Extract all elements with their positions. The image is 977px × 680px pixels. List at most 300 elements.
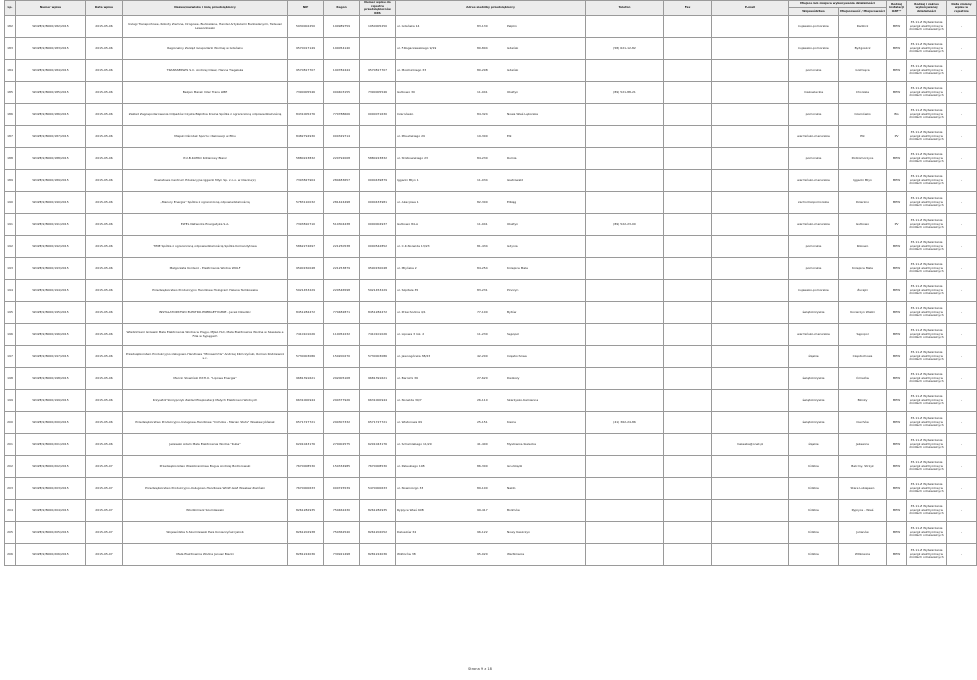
cell-numer-wpisu: WOZE/2/8000/186/2015 (16, 104, 86, 126)
cell-fax (664, 478, 712, 500)
cell-data-zmiany: - (947, 500, 977, 522)
cell-nazwa: Miejski Ośrodek Sportu i Rekreacji w Ełku (123, 126, 288, 148)
cell-lp: 185 (5, 82, 16, 104)
cell-regon: 750462430 (324, 500, 360, 522)
cell-telefon (586, 280, 664, 302)
cell-lp: 194 (5, 280, 16, 302)
cell-rodzaj-instalacji: MEW (887, 346, 907, 368)
cell-regon: 190989759 (324, 16, 360, 38)
cell-nazwa: Krzysztof Skrzypczyk Zakład Eksploatacji Małych Elektrowni Wodnych (123, 390, 288, 412)
cell-rodzaj-instalacji: MEW (887, 258, 907, 280)
cell-rodzaj-instalacji: MEW (887, 412, 907, 434)
header-rodzaj-instalacji: Rodzaj instalacji OZE** (887, 1, 907, 16)
cell-adres (396, 60, 586, 82)
cell-lp: 204 (5, 500, 16, 522)
cell-telefon (586, 126, 664, 148)
table-row (5, 82, 977, 104)
cell-krs: 8451284472 (360, 302, 396, 324)
cell-lp: 199 (5, 390, 16, 412)
cell-rodzaj-dzialalnosci: 35.11.Z Wytwarzanie energii elektrycznej w źródłach odnawialnych (907, 82, 947, 104)
cell-wojewodztwo: łódzkie (789, 522, 839, 544)
cell-wojewodztwo: pomorskie (789, 258, 839, 280)
cell-regon: 000403155 (324, 82, 360, 104)
cell-email (712, 38, 789, 60)
cell-fax (664, 500, 712, 522)
address-street: ul. Młyńska 2 (397, 265, 417, 270)
address-city: Sępopol (507, 331, 520, 336)
cell-telefon (586, 544, 664, 566)
cell-data-zmiany: - (947, 104, 977, 126)
cell-adres (396, 346, 586, 368)
cell-data-wpisu: 2015-05-06 (86, 434, 123, 456)
address-postcode: 80-298 (477, 67, 488, 72)
cell-numer-wpisu: WOZE/2/8000/191/2015 (16, 214, 86, 236)
cell-numer-wpisu: WOZE/2/8000/182/2015 (16, 16, 86, 38)
cell-lp: 184 (5, 60, 16, 82)
cell-regon: 730921498 (324, 544, 360, 566)
cell-email (712, 456, 789, 478)
cell-regon: 190782444 (324, 60, 360, 82)
cell-numer-wpisu: WOZE/2/8000/184/2015 (16, 60, 86, 82)
header-krs: Numer wpisu do rejestru przedsiębiorców KRS (360, 1, 396, 16)
cell-adres (396, 412, 586, 434)
cell-email (712, 544, 789, 566)
cell-data-wpisu: 2015-05-06 (86, 38, 123, 60)
address-street: Gutkowo 84-A (397, 221, 418, 226)
cell-data-wpisu: 2015-05-06 (86, 346, 123, 368)
cell-krs: 5730003086 (360, 346, 396, 368)
table-row (5, 148, 977, 170)
address-city: Olsztyn (507, 221, 519, 226)
cell-telefon: (41) 362-24-86 (586, 412, 664, 434)
table-row (5, 236, 977, 258)
cell-rodzaj-instalacji: MEW (887, 522, 907, 544)
cell-krs: 7390005546 (360, 82, 396, 104)
cell-data-zmiany: - (947, 368, 977, 390)
cell-adres (396, 390, 586, 412)
cell-rodzaj-instalacji: MEW (887, 500, 907, 522)
cell-data-wpisu: 2015-05-06 (86, 390, 123, 412)
cell-miejscowosc: Bydgoszcz (839, 38, 887, 60)
cell-adres (396, 544, 586, 566)
cell-telefon (586, 456, 664, 478)
header-wojewodztwo: Województwo (789, 8, 839, 16)
cell-miejscowosc: Ełk (839, 126, 887, 148)
cell-nazwa: TRANSSERWIS S.C. Andrzej Olesz, Hanna Tiegelska (123, 60, 288, 82)
cell-wojewodztwo: pomorskie (789, 104, 839, 126)
cell-nip: 9590150048 (288, 258, 324, 280)
cell-krs: 5470000633 (360, 478, 396, 500)
cell-nazwa: Małgorzata Kordecz - Elektrownia Wodna WOLF (123, 258, 288, 280)
cell-telefon (586, 478, 664, 500)
cell-adres (396, 258, 586, 280)
cell-numer-wpisu: WOZE/2/8000/188/2015 (16, 148, 86, 170)
cell-nazwa: „Mazury Energia” Spółka z ograniczoną odpowiedzialnością (123, 192, 288, 214)
cell-miejscowosc: Iggacki Młyn (839, 170, 887, 192)
cell-lp: 192 (5, 236, 16, 258)
header-data-wpisu: Data wpisu (86, 1, 123, 16)
cell-krs (360, 38, 396, 60)
table-row (5, 16, 977, 38)
cell-adres (396, 82, 586, 104)
address-postcode: 84-230 (477, 155, 488, 160)
table-body (5, 16, 977, 566)
cell-telefon (586, 170, 664, 192)
cell-telefon (586, 104, 664, 126)
address-postcode: 11-041 (477, 221, 488, 226)
cell-wojewodztwo: kujawsko-pomorskie (789, 16, 839, 38)
cell-fax (664, 82, 712, 104)
cell-adres (396, 104, 586, 126)
cell-regon: 281424498 (324, 192, 360, 214)
cell-numer-wpisu: WOZE/2/8000/187/2015 (16, 126, 86, 148)
cell-data-wpisu: 2015-05-06 (86, 82, 123, 104)
cell-nip: 8431005276 (288, 104, 324, 126)
cell-adres (396, 170, 586, 192)
cell-wojewodztwo: kujawsko-pomorskie (789, 38, 839, 60)
cell-email (712, 302, 789, 324)
cell-rodzaj-instalacji: MEW (887, 60, 907, 82)
cell-rodzaj-dzialalnosci: 35.11.Z Wytwarzanie energii elektrycznej w źródłach odnawialnych (907, 302, 947, 324)
address-street: ul. F.Rogaczewskiego 9/19 (397, 45, 437, 50)
cell-data-wpisu: 2015-05-06 (86, 148, 123, 170)
cell-lp: 189 (5, 170, 16, 192)
table-row (5, 324, 977, 346)
cell-lp: 191 (5, 214, 16, 236)
cell-nazwa: Bezjan Marek Inter Trans LIBE (123, 82, 288, 104)
cell-rodzaj-dzialalnosci: 35.11.Z Wytwarzanie energii elektrycznej w źródłach odnawialnych (907, 148, 947, 170)
cell-miejscowosc: Bzinky (839, 390, 887, 412)
cell-nip: 9570817707 (288, 60, 324, 82)
cell-adres (396, 456, 586, 478)
cell-data-wpisu: 2015-05-07 (86, 522, 123, 544)
address-street: ul. Pałaukiego 108 (397, 463, 425, 468)
cell-miejscowosc: Dzierzno (839, 192, 887, 214)
header-miejsce-group: Miejsce lub miejsca wykonywania działalności (789, 1, 887, 8)
cell-fax (664, 148, 712, 170)
cell-telefon (586, 258, 664, 280)
cell-rodzaj-instalacji: MEW (887, 434, 907, 456)
address-street: ul. Piłsudskiego 29 (397, 133, 425, 138)
table-row (5, 522, 977, 544)
table-row (5, 126, 977, 148)
cell-lp: 190 (5, 192, 16, 214)
cell-rodzaj-dzialalnosci: 35.11.Z Wytwarzanie energii elektrycznej w źródłach odnawialnych (907, 126, 947, 148)
cell-numer-wpisu: WOZE/2/8000/190/2015 (16, 192, 86, 214)
cell-wojewodztwo: łódzkie (789, 478, 839, 500)
header-rodzaj-dzialalnosci: Rodzaj i zakres wykonywanej działalności (907, 1, 947, 16)
cell-numer-wpisu: WOZE/2/8000/201/2015 (16, 434, 86, 456)
cell-email (712, 368, 789, 390)
cell-wojewodztwo: łódzkie (789, 456, 839, 478)
address-city: Gdynia (507, 243, 518, 248)
table-row (5, 38, 977, 60)
cell-lp: 202 (5, 456, 16, 478)
address-postcode: 11-034 (477, 177, 488, 182)
cell-rodzaj-dzialalnosci: 35.11.Z Wytwarzanie energii elektrycznej w źródłach odnawialnych (907, 368, 947, 390)
cell-krs: 6631000944 (360, 390, 396, 412)
cell-nip: 8482794930 (288, 126, 324, 148)
cell-data-zmiany: - (947, 82, 977, 104)
cell-krs: 7670008530 (360, 456, 396, 478)
cell-lp: 200 (5, 412, 16, 434)
table-row (5, 434, 977, 456)
cell-nip: 6291043176 (288, 434, 324, 456)
cell-telefon (586, 390, 664, 412)
cell-fax (664, 214, 712, 236)
cell-krs: 6571727721 (360, 412, 396, 434)
header-regon: Regon (324, 1, 360, 16)
cell-rodzaj-instalacji: MEW (887, 236, 907, 258)
cell-data-zmiany: - (947, 346, 977, 368)
address-postcode: 84-324 (477, 111, 488, 116)
cell-fax (664, 522, 712, 544)
table-row (5, 390, 977, 412)
cell-krs: 6291043176 (360, 434, 396, 456)
cell-wojewodztwo: śląskie (789, 346, 839, 368)
cell-data-wpisu: 2015-05-06 (86, 302, 123, 324)
address-city: Nowy Kaszczyn (507, 529, 531, 534)
table-row (5, 280, 977, 302)
cell-data-zmiany: - (947, 522, 977, 544)
cell-adres (396, 434, 586, 456)
cell-rodzaj-instalacji: BG (887, 104, 907, 126)
cell-rodzaj-instalacji: MEW (887, 544, 907, 566)
cell-miejscowosc: Czarnówko (839, 104, 887, 126)
address-street: ul. Norwida 30/7 (397, 397, 422, 402)
cell-rodzaj-instalacji: MEW (887, 324, 907, 346)
address-city: Pinczyn (507, 287, 519, 292)
cell-adres (396, 192, 586, 214)
cell-nazwa: Przedsiębiorstwo Produkcyjno-Usługowe-Handlowe "Cichoba - Marian Stuts" Wiesław Jóźwiak (123, 412, 288, 434)
cell-numer-wpisu: WOZE/2/8000/195/2015 (16, 302, 86, 324)
cell-wojewodztwo: świętokrzyskie (789, 368, 839, 390)
cell-telefon (586, 236, 664, 258)
cell-rodzaj-dzialalnosci: 35.11.Z Wytwarzanie energii elektrycznej w źródłach odnawialnych (907, 324, 947, 346)
cell-fax (664, 60, 712, 82)
address-street: ul. Jawnogórska 38/23 (397, 353, 431, 358)
page-number: Strona 9 z 18 (468, 667, 492, 671)
cell-wojewodztwo: świętokrzyskie (789, 412, 839, 434)
cell-data-wpisu: 2015-05-06 (86, 280, 123, 302)
cell-telefon: (89) 522-23-00 (586, 214, 664, 236)
cell-numer-wpisu: WOZE/2/8000/197/2015 (16, 346, 86, 368)
address-postcode: 80-804 (477, 45, 488, 50)
cell-numer-wpisu: WOZE/2/8000/193/2015 (16, 258, 86, 280)
table-row (5, 368, 977, 390)
cell-data-wpisu: 2015-05-06 (86, 170, 123, 192)
address-postcode: 95-020 (477, 551, 488, 556)
address-street: ul. Mostnickiego 33 (397, 67, 427, 72)
cell-nazwa: P.U.B.KATRO Kotlarowy Blanz (123, 148, 288, 170)
cell-telefon (586, 148, 664, 170)
cell-numer-wpisu: WOZE/2/8000/203/2015 (16, 478, 86, 500)
cell-fax (664, 38, 712, 60)
cell-wojewodztwo: mazowieckie (789, 82, 839, 104)
cell-wojewodztwo: warmińsko-mazurskie (789, 170, 839, 192)
cell-krs: 8281224036 (360, 544, 396, 566)
address-postcode: 83-231 (477, 287, 488, 292)
address-city: Grudziądz (507, 463, 523, 468)
cell-email (712, 104, 789, 126)
cell-numer-wpisu: WOZE/2/8000/200/2015 (16, 412, 86, 434)
cell-rodzaj-dzialalnosci: 35.11.Z Wytwarzanie energii elektrycznej w źródłach odnawialnych (907, 214, 947, 236)
cell-nazwa: Wojewódzka S.Szumilewski Ewa Konieczyński Jakob (123, 522, 288, 544)
cell-rodzaj-instalacji: MEW (887, 82, 907, 104)
cell-rodzaj-dzialalnosci: 35.11.Z Wytwarzanie energii elektrycznej w źródłach odnawialnych (907, 500, 947, 522)
register-table (4, 0, 977, 566)
address-postcode: 11-230 (477, 331, 488, 336)
table-row (5, 544, 977, 566)
address-city: Ełk (507, 133, 512, 138)
cell-nazwa: TIME Spółka z ograniczoną odpowiedzialnością Spółka Komandytowa (123, 236, 288, 258)
address-city: Elbląg (507, 199, 517, 204)
cell-data-wpisu: 2015-05-06 (86, 236, 123, 258)
address-city: Wartkowice (507, 551, 525, 556)
cell-rodzaj-dzialalnosci: 35.11.Z Wytwarzanie energii elektrycznej w źródłach odnawialnych (907, 280, 947, 302)
cell-wojewodztwo: śląskie (789, 434, 839, 456)
header-data-zmiany: Data zmiany wpisu w rejestrze (947, 1, 977, 16)
address-street: Czarnówko (397, 111, 414, 116)
cell-lp: 182 (5, 16, 16, 38)
cell-miejscowosc: Julianów (839, 522, 887, 544)
address-street: Wiktorów 38 (397, 551, 416, 556)
cell-fax (664, 434, 712, 456)
cell-wojewodztwo: warmińsko-mazurskie (789, 214, 839, 236)
cell-email (712, 522, 789, 544)
cell-krs: 1950005250 (360, 16, 396, 38)
address-city: Nakło (507, 485, 516, 490)
header-telefon: Telefon (586, 1, 664, 16)
cell-data-zmiany: - (947, 258, 977, 280)
cell-data-wpisu: 2015-05-06 (86, 16, 123, 38)
cell-lp: 186 (5, 104, 16, 126)
cell-numer-wpisu: WOZE/2/8000/196/2015 (16, 324, 86, 346)
cell-adres (396, 148, 586, 170)
cell-nazwa: Zakład Zagospodarowania Odpadów Czysta Błękitna Kraina Spółka z ograniczoną odpowiedzialnością (123, 104, 288, 126)
address-street: Gutkowo 30 (397, 89, 415, 94)
address-city: Gdańsk (507, 45, 519, 50)
cell-regon: 270002575 (324, 434, 360, 456)
address-city: Gdańsk (507, 67, 519, 72)
cell-rodzaj-dzialalnosci: 35.11.Z Wytwarzanie energii elektrycznej w źródłach odnawialnych (907, 104, 947, 126)
cell-data-zmiany: - (947, 478, 977, 500)
table-row (5, 214, 977, 236)
cell-lp: 193 (5, 258, 16, 280)
address-street: Dałuszów 34 (397, 529, 417, 534)
cell-adres (396, 16, 586, 38)
table-row (5, 500, 977, 522)
cell-krs: 9681391621 (360, 368, 396, 390)
cell-rodzaj-dzialalnosci: 35.11.Z Wytwarzanie energii elektrycznej w źródłach odnawialnych (907, 192, 947, 214)
cell-rodzaj-instalacji: PV (887, 126, 907, 148)
cell-email (712, 346, 789, 368)
cell-email (712, 236, 789, 258)
table-header (5, 1, 977, 16)
cell-telefon (586, 302, 664, 324)
cell-nazwa: Regionalny Zarząd Gospodarki Wodnej w Gdańsku (123, 38, 288, 60)
cell-regon: 290307332 (324, 412, 360, 434)
cell-numer-wpisu: WOZE/2/8000/192/2015 (16, 236, 86, 258)
header-email: E-mail (712, 1, 789, 16)
cell-nip: 5783110032 (288, 192, 324, 214)
cell-adres (396, 522, 586, 544)
cell-lp: 188 (5, 148, 16, 170)
cell-rodzaj-dzialalnosci: 35.11.Z Wytwarzanie energii elektrycznej w źródłach odnawialnych (907, 38, 947, 60)
cell-data-zmiany: - (947, 324, 977, 346)
cell-miejscowosc: Ćmielów (839, 368, 887, 390)
cell-data-wpisu: 2015-05-06 (86, 412, 123, 434)
cell-nazwa: Przedsiębiorstwo Wielobranżowe Bogus Andrzej Bodlorowski (123, 456, 288, 478)
cell-adres (396, 236, 586, 258)
cell-fax (664, 16, 712, 38)
cell-data-wpisu: 2015-05-06 (86, 324, 123, 346)
cell-rodzaj-dzialalnosci: 35.11.Z Wytwarzanie energii elektrycznej w źródłach odnawialnych (907, 456, 947, 478)
cell-nazwa: Mała Elektrownia Wodna Janusz Biecki (123, 544, 288, 566)
cell-email (712, 280, 789, 302)
cell-wojewodztwo: łódzkie (789, 500, 839, 522)
cell-rodzaj-dzialalnosci: 35.11.Z Wytwarzanie energii elektrycznej w źródłach odnawialnych (907, 434, 947, 456)
cell-lp: 196 (5, 324, 16, 346)
address-postcode: 11-041 (477, 89, 488, 94)
cell-data-zmiany: - (947, 126, 977, 148)
cell-nazwa: Przedsiębiorstwo Produkcyjno-Usługowo-Handlowe "Mirosemrtis" Andrzej Klimczyński, Roman Rodziewicz s.c. (123, 346, 288, 368)
cell-nip: 7410101026 (288, 324, 324, 346)
cell-data-zmiany: - (947, 412, 977, 434)
cell-email (712, 258, 789, 280)
cell-telefon (586, 324, 664, 346)
cell-miejscowosc: Podkomorzyce (839, 148, 887, 170)
cell-telefon (586, 16, 664, 38)
header-adres: Adres siedziby przedsiębiorcy (396, 1, 586, 16)
cell-fax (664, 104, 712, 126)
cell-regon: 510304438 (324, 214, 360, 236)
cell-numer-wpisu: WOZE/2/8000/183/2015 (16, 38, 86, 60)
cell-regon: 292005108 (324, 368, 360, 390)
address-city: Skarżysko-Kamienna (507, 397, 539, 402)
header-miejscowosc: Miejscowość / Miejscowości (839, 8, 887, 16)
cell-data-wpisu: 2015-05-06 (86, 126, 123, 148)
cell-lp: 203 (5, 478, 16, 500)
address-postcode: 96-122 (477, 529, 488, 534)
cell-data-wpisu: 2015-05-06 (86, 192, 123, 214)
cell-numer-wpisu: WOZE/2/8000/202/2015 (16, 456, 86, 478)
cell-miejscowosc: Grzmiąca (839, 60, 887, 82)
cell-regon: 220792008 (324, 148, 360, 170)
cell-rodzaj-dzialalnosci: 35.11.Z Wytwarzanie energii elektrycznej w źródłach odnawialnych (907, 478, 947, 500)
address-postcode: 26-110 (477, 397, 488, 402)
cell-numer-wpisu: WOZE/2/8000/194/2015 (16, 280, 86, 302)
cell-data-zmiany: - (947, 390, 977, 412)
address-street: ul. C.K.Norwida 13/23 (397, 243, 430, 248)
cell-data-zmiany: - (947, 434, 977, 456)
cell-numer-wpisu: WOZE/2/8000/198/2015 (16, 368, 86, 390)
cell-lp: 206 (5, 544, 16, 566)
cell-nip: 7390005546 (288, 82, 324, 104)
cell-adres (396, 38, 586, 60)
address-city: Olsztyn (507, 89, 519, 94)
cell-regon: 000725539 (324, 478, 360, 500)
cell-rodzaj-dzialalnosci: 35.11.Z Wytwarzanie energii elektrycznej w źródłach odnawialnych (907, 258, 947, 280)
cell-nip: 7393827904 (288, 170, 324, 192)
cell-nip: 5921453229 (288, 280, 324, 302)
cell-nip: 5862274697 (288, 236, 324, 258)
cell-rodzaj-instalacji: MEW (887, 38, 907, 60)
cell-rodzaj-dzialalnosci: 35.11.Z Wytwarzanie energii elektrycznej w źródłach odnawialnych (907, 16, 947, 38)
address-postcode: 82-300 (477, 199, 488, 204)
cell-regon: 290377926 (324, 390, 360, 412)
address-postcode: 77-100 (477, 309, 488, 314)
